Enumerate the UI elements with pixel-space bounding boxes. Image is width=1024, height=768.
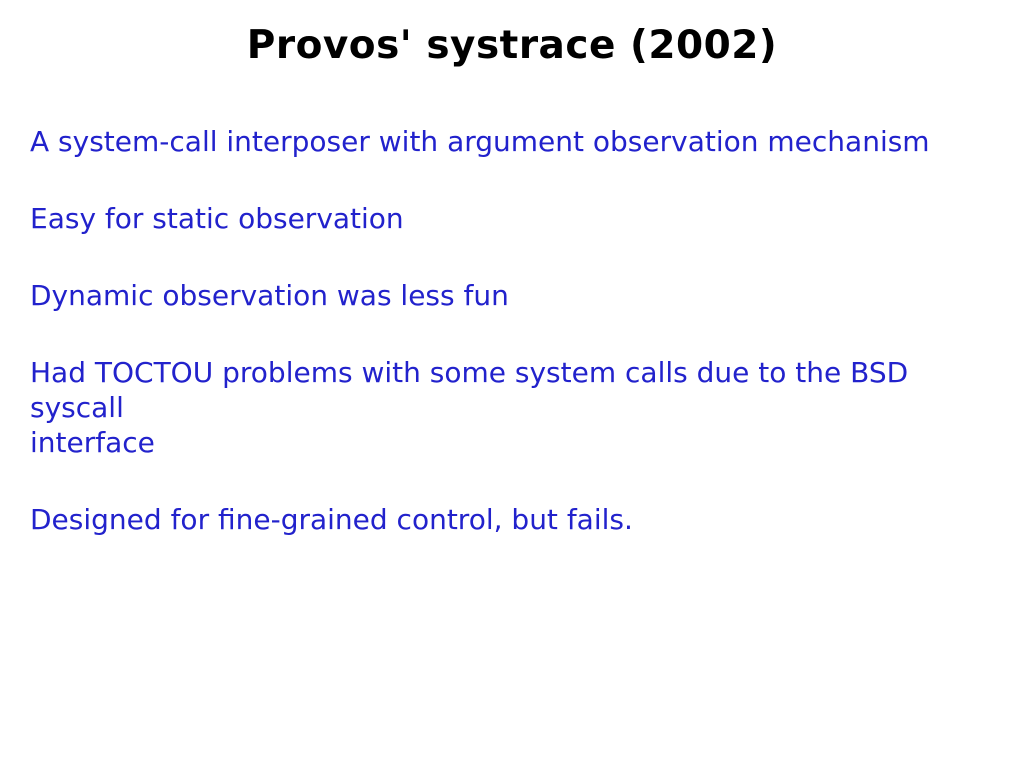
bullet-line: Had TOCTOU problems with some system calls due to the BSD syscall (30, 356, 909, 424)
slide-title: Provos' systrace (2002) (246, 23, 778, 68)
bullet-line: interface (30, 426, 155, 459)
bullet-line: Easy for static observation (30, 202, 404, 235)
bullet-line: A system-call interposer with argument observation mechanism (30, 125, 930, 158)
bullet-paragraph (30, 201, 996, 236)
bullet-paragraph (30, 502, 996, 537)
bullet-line: Designed for fine-grained control, but fails. (30, 503, 633, 536)
bullet-paragraph (30, 278, 996, 313)
bullet-paragraph (30, 124, 996, 159)
slide-body (30, 124, 996, 579)
bullet-line: Dynamic observation was less fun (30, 279, 509, 312)
bullet-paragraph (30, 355, 996, 460)
